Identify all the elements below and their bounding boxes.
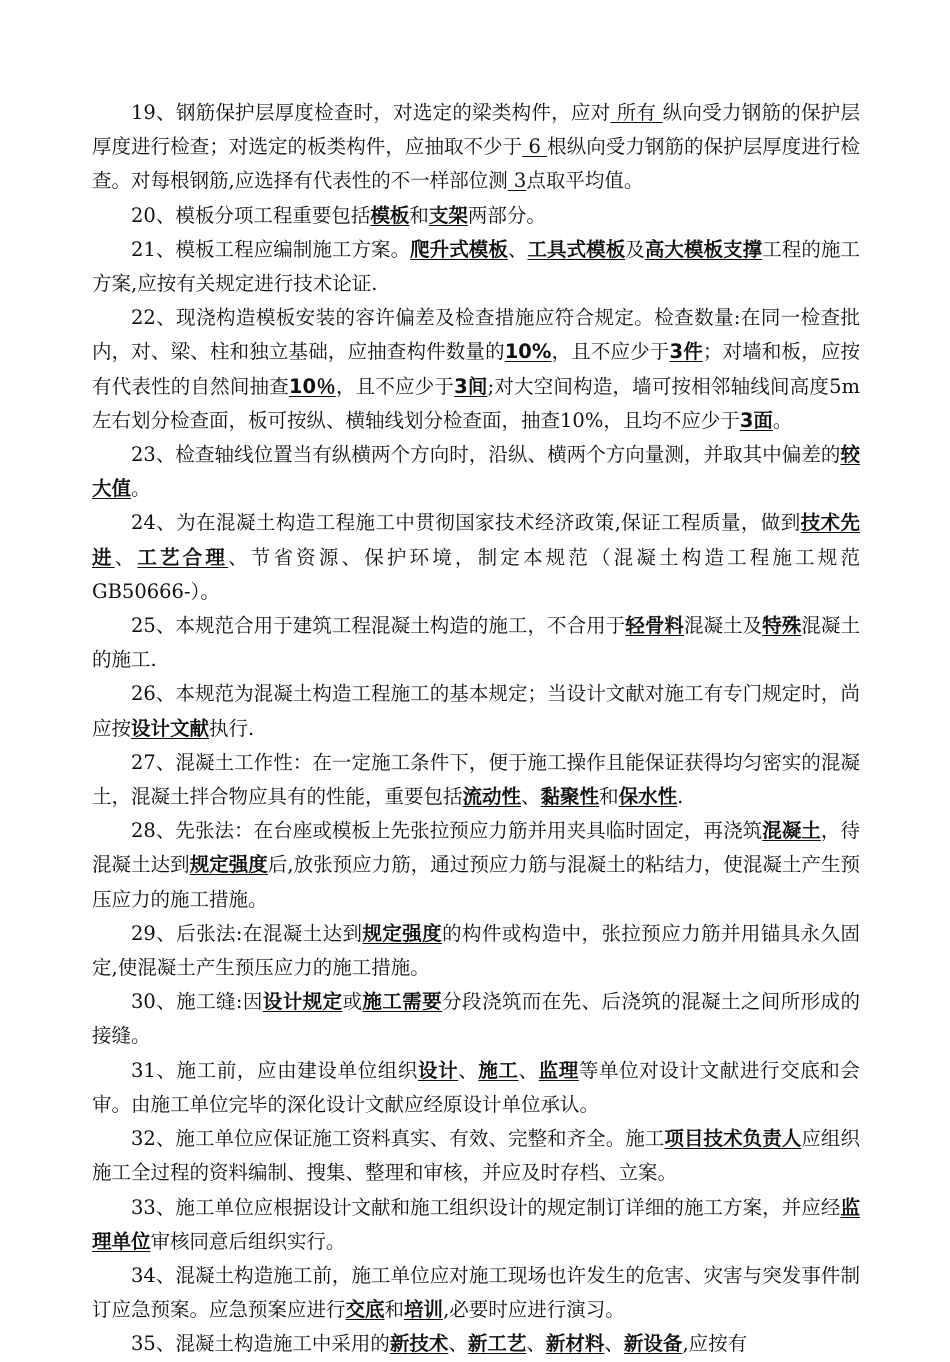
body-text: 及 xyxy=(625,237,645,261)
answer-text: 培训 xyxy=(404,1298,444,1322)
body-text: 28、先张法：在台座或模板上先张拉预应力筋并用夹具临时固定，再浇筑 xyxy=(131,819,763,843)
answer-text: 6 xyxy=(522,135,548,159)
body-text: 31、施工前，应由建设单位组织 xyxy=(131,1058,418,1082)
body-text: 审核同意后组织实行。 xyxy=(150,1229,346,1253)
body-text: 、 xyxy=(458,1058,479,1082)
body-text: 35、混凝土构造施工中采用的 xyxy=(131,1332,390,1356)
body-text: 或 xyxy=(342,990,363,1014)
paragraph-16 xyxy=(92,1259,860,1327)
paragraph-5 xyxy=(92,438,860,506)
answer-text: 爬升式模板 xyxy=(410,237,508,261)
answer-text: 3 xyxy=(507,169,527,193)
body-text: 工程的施工方案,应按有关规定进行技术论证. xyxy=(92,237,860,296)
body-text: 和 xyxy=(384,1298,405,1322)
answer-text: 保水性 xyxy=(618,785,678,809)
paragraph-2 xyxy=(92,199,860,233)
body-text: 19、钢筋保护层厚度检查时，对选定的梁类构件，应对 xyxy=(131,101,611,124)
body-text: 34、混凝土构造施工前，施工单位应对施工现场也许发生的危害、灾害与突发事件制订应急预案。应急预案应进行 xyxy=(92,1263,860,1322)
body-text: ,必要时应进行演习。 xyxy=(443,1298,625,1322)
answer-text: 交底 xyxy=(345,1298,385,1322)
body-text: ，且不应少于 xyxy=(335,374,455,398)
body-text: 两部分。 xyxy=(467,203,546,227)
answer-text: 轻骨料 xyxy=(625,614,684,638)
body-text: 27、混凝土工作性：在一定施工条件下，便于施工操作且能保证获得均匀密实的混凝土，混凝土拌合物应具有的性能，重要包括 xyxy=(92,750,860,809)
answer-text: 施工 xyxy=(478,1058,519,1082)
body-text: 。 xyxy=(131,477,151,501)
body-text: 和 xyxy=(409,203,429,227)
answer-text: 黏聚性 xyxy=(540,785,600,809)
body-text: 24、为在混凝土构造工程施工中贯彻国家技术经济政策,保证工程质量，做到 xyxy=(131,511,801,535)
answer-text: 工具式模板 xyxy=(527,237,626,261)
body-text: 。 xyxy=(772,408,793,432)
paragraph-1 xyxy=(92,96,860,199)
paragraph-3 xyxy=(92,233,860,301)
paragraph-14 xyxy=(92,1122,860,1190)
answer-text: 特殊 xyxy=(762,614,802,638)
body-text: 、 xyxy=(518,1058,539,1082)
paragraph-8 xyxy=(92,677,860,745)
body-text: 20、模板分项工程重要包括 xyxy=(131,203,371,227)
body-text: 的构件或构造中，张拉预应力筋并用锚具永久固定,使混凝土产生预压应力的施工措施。 xyxy=(92,921,860,980)
answer-text: 模板 xyxy=(370,203,410,227)
body-text: ,应按有 xyxy=(682,1332,748,1356)
body-text: 后,放张预应力筋，通过预应力筋与混凝土的粘结力，使混凝土产生预压应力的施工措施。 xyxy=(92,853,860,911)
body-text: 点取平均值。 xyxy=(526,169,644,193)
body-text: 混凝土的施工. xyxy=(92,614,860,672)
answer-text: 3面 xyxy=(739,408,773,432)
body-text: 、节省资源、保护环境，制定本规范（混凝土构造工程施工规范GB50666-）。 xyxy=(92,545,860,603)
document-body xyxy=(92,96,860,1362)
answer-text: 技术先进 xyxy=(92,511,860,569)
answer-text: 较大值 xyxy=(92,443,860,501)
answer-text: 监理单位 xyxy=(92,1195,860,1253)
body-text: 26、本规范为混凝土构造工程施工的基本规定；当设计文献对施工有专门规定时，尚应按 xyxy=(92,682,860,740)
answer-text: 新设备 xyxy=(623,1332,683,1356)
body-text: 29、后张法:在混凝土达到 xyxy=(131,921,363,945)
paragraph-17 xyxy=(92,1327,860,1361)
answer-text: 项目技术负责人 xyxy=(664,1127,802,1151)
answer-text: 10％ xyxy=(288,374,336,398)
answer-text: 新材料 xyxy=(545,1332,605,1356)
answer-text: 支架 xyxy=(428,203,468,227)
answer-text: 规定强度 xyxy=(362,921,443,945)
body-text: 混凝土及 xyxy=(683,614,763,638)
paragraph-4 xyxy=(92,301,860,438)
answer-text: 10% xyxy=(504,340,552,364)
paragraph-15 xyxy=(92,1191,860,1259)
paragraph-10 xyxy=(92,814,860,917)
paragraph-12 xyxy=(92,985,860,1053)
body-text: 32、施工单位应保证施工资料真实、有效、完整和齐全。施工 xyxy=(131,1127,665,1151)
answer-text: 流动性 xyxy=(462,785,522,809)
body-text: 等单位对设计文献进行交底和会审。由施工单位完毕的深化设计文献应经原设计单位承认。 xyxy=(92,1058,860,1116)
body-text: ;对大空间构造，墙可按相邻轴线间高度5m左右划分检查面，板可按纵、横轴线划分检查面，抽查10%，且均不应少于 xyxy=(92,374,860,432)
body-text: 和 xyxy=(599,785,619,809)
answer-text: 设计规定 xyxy=(262,990,343,1014)
body-text: 、 xyxy=(507,237,528,261)
answer-text: 高大模板支撑 xyxy=(644,237,763,261)
body-text: 、 xyxy=(521,785,541,809)
answer-text: 设计文献 xyxy=(131,716,210,740)
body-text: ，且不应少于 xyxy=(551,340,670,364)
body-text: 23、检查轴线位置当有纵横两个方向时，沿纵、横两个方向量测，并取其中偏差的 xyxy=(131,443,841,467)
answer-text: 所有 xyxy=(610,101,663,124)
answer-text: 工艺合理 xyxy=(137,545,229,569)
body-text: 分段浇筑而在先、后浇筑的混凝土之间所形成的接缝。 xyxy=(92,990,860,1048)
paragraph-7 xyxy=(92,609,860,677)
paragraph-11 xyxy=(92,917,860,985)
answer-text: 混凝土 xyxy=(762,819,821,843)
body-text: 25、本规范合用于建筑工程混凝土构造的施工，不合用于 xyxy=(131,614,626,638)
body-text: 纵向受力钢筋的保护层厚度进行检查；对选定的板类构件，应抽取不少于 xyxy=(92,101,860,159)
body-text: . xyxy=(677,785,684,809)
answer-text: 设计 xyxy=(417,1058,459,1082)
body-text: 、 xyxy=(448,1332,468,1356)
body-text: 、 xyxy=(604,1332,624,1356)
body-text: ，待混凝土达到 xyxy=(92,819,860,877)
paragraph-6 xyxy=(92,506,860,609)
body-text: 、 xyxy=(114,545,138,569)
body-text: 应组织施工全过程的资料编制、搜集、整理和审核，并应及时存档、立案。 xyxy=(92,1127,860,1185)
answer-text: 施工需要 xyxy=(362,990,443,1014)
body-text: 30、施工缝:因 xyxy=(131,990,263,1014)
body-text: 执行. xyxy=(209,716,255,740)
body-text: ；对墙和板，应按有代表性的自然间抽查 xyxy=(92,340,860,398)
body-text: 根纵向受力钢筋的保护层厚度进行检查。对每根钢筋,应选择有代表性的不一样部位测 xyxy=(92,135,860,193)
answer-text: 新技术 xyxy=(389,1332,449,1356)
body-text: 22、现浇构造模板安装的容许偏差及检查措施应符合规定。检查数量:在同一检查批内，对、梁、柱和独立基础，应抽查构件数量的 xyxy=(92,306,860,364)
paragraph-9 xyxy=(92,746,860,814)
body-text: 、 xyxy=(526,1332,546,1356)
body-text: 21、模板工程应编制施工方案。 xyxy=(131,237,411,261)
answer-text: 3件 xyxy=(669,340,703,364)
paragraph-13 xyxy=(92,1054,860,1122)
answer-text: 监理 xyxy=(538,1058,579,1082)
answer-text: 3间 xyxy=(454,374,488,398)
answer-text: 规定强度 xyxy=(189,853,268,877)
body-text: 33、施工单位应根据设计文献和施工组织设计的规定制订详细的施工方案，并应经 xyxy=(131,1195,841,1219)
answer-text: 新工艺 xyxy=(467,1332,527,1356)
